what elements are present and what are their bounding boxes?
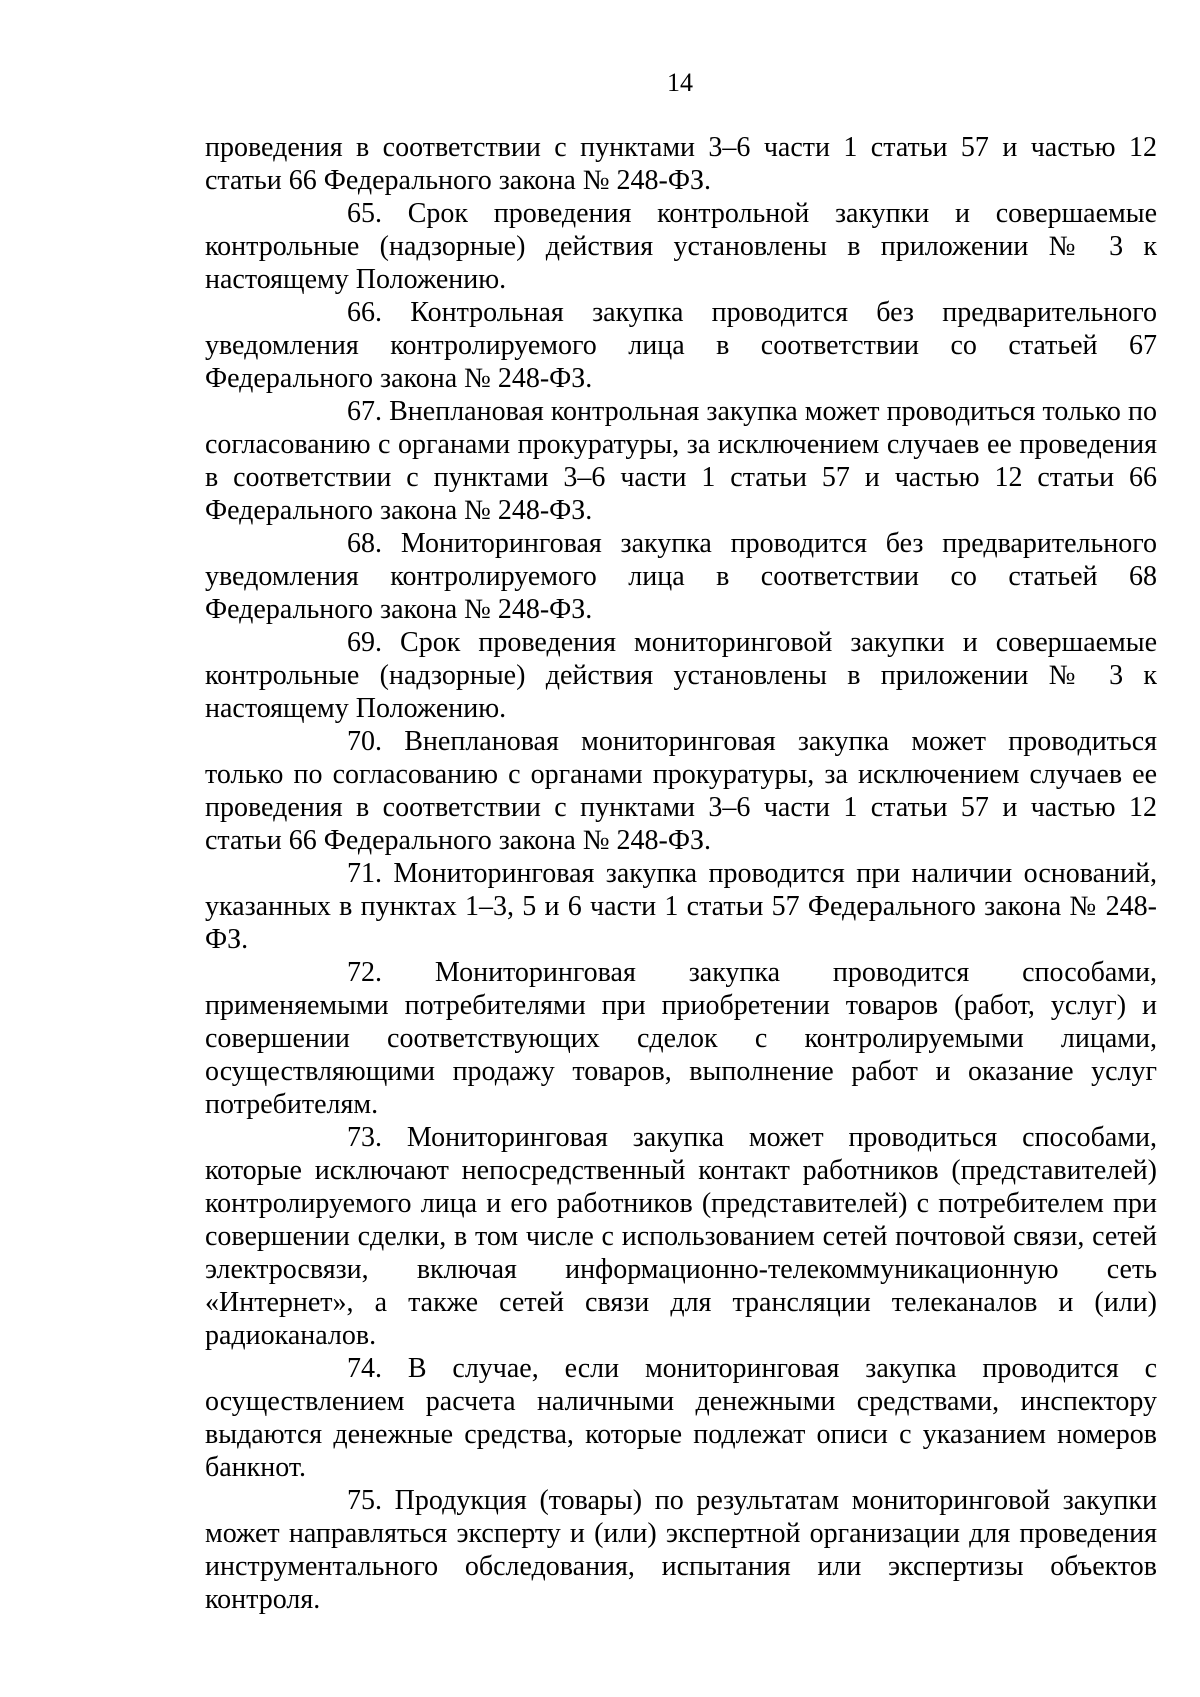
paragraph-text: Мониторинговая закупка проводится способами, применяемыми потребителями при приобретении товаров (работ, услуг) и совершении соответствующих сделок с контролируемыми лицами, осуществляющими продажу товаров, выполнение работ и оказание услуг потребителям. — [205, 957, 1157, 1120]
paragraph-74 — [205, 1352, 1157, 1484]
paragraph-text: В случае, если мониторинговая закупка проводится с осуществлением расчета наличными денежными средствами, инспектору выдаются денежные средства, которые подлежат описи с указанием номеров банкнот. — [205, 1353, 1158, 1483]
document-body — [205, 131, 1157, 1616]
paragraph-text: Мониторинговая закупка проводится без предварительного уведомления контролируемого лица в соответствии со статьей 68 Федерального закона № 248-ФЗ. — [205, 528, 1158, 625]
paragraph-71 — [205, 857, 1157, 956]
paragraph-number: 70. — [347, 726, 382, 757]
paragraph-number: 65. — [347, 198, 382, 229]
paragraph-text: Мониторинговая закупка проводится при наличии оснований, указанных в пунктах 1–3, 5 и 6 части 1 статьи 57 Федерального закона № 248-ФЗ. — [205, 858, 1158, 955]
paragraph-text: Срок проведения мониторинговой закупки и совершаемые контрольные (надзорные) действия установлены в приложении № 3 к настоящему Положению. — [205, 627, 1158, 724]
paragraph-69 — [205, 626, 1157, 725]
paragraph-text: Контрольная закупка проводится без предварительного уведомления контролируемого лица в соответствии со статьей 67 Федерального закона № 248-ФЗ. — [205, 297, 1158, 394]
page-number: 14 — [667, 68, 693, 97]
paragraph-text: Внеплановая мониторинговая закупка может проводиться только по согласованию с органами прокуратуры, за исключением случаев ее проведения в соответствии с пунктами 3–6 части 1 статьи 57 и частью 12 статьи 66 Федерального закона № 248-ФЗ. — [205, 726, 1157, 856]
paragraph-number: 75. — [347, 1485, 382, 1516]
paragraph-72 — [205, 956, 1157, 1121]
paragraph-66 — [205, 296, 1157, 395]
paragraph-65 — [205, 197, 1157, 296]
paragraph-text: Срок проведения контрольной закупки и совершаемые контрольные (надзорные) действия установлены в приложении № 3 к настоящему Положению. — [205, 198, 1157, 295]
paragraph-number: 73. — [347, 1122, 382, 1153]
paragraph-number: 71. — [347, 858, 382, 889]
paragraph-75 — [205, 1484, 1157, 1616]
paragraph-73 — [205, 1121, 1157, 1352]
paragraph-number: 69. — [347, 627, 382, 658]
paragraph-number: 74. — [347, 1353, 382, 1384]
paragraph-68 — [205, 527, 1157, 626]
paragraph-70 — [205, 725, 1157, 857]
paragraph-text: Продукция (товары) по результатам мониторинговой закупки может направляться эксперту и (или) экспертной организации для проведения инструментального обследования, испытания или экспертизы объектов контроля. — [205, 1485, 1157, 1615]
paragraph-number: 72. — [347, 957, 382, 988]
paragraph-number: 66. — [347, 297, 382, 328]
paragraph-number: 67. — [347, 396, 382, 427]
paragraph-text: Внеплановая контрольная закупка может проводиться только по согласованию с органами прокуратуры, за исключением случаев ее проведения в соответствии с пунктами 3–6 части 1 статьи 57 и частью 12 статьи 66 Федерального закона № 248-ФЗ. — [205, 396, 1157, 526]
paragraph-number: 68. — [347, 528, 382, 559]
paragraph-text: Мониторинговая закупка может проводиться способами, которые исключают непосредственный контакт работников (представителей) контролируемого лица и его работников (представителей) с потребителем при совершении сделки, в том числе с использованием сетей почтовой связи, сетей электросвязи, включая информационно-телекоммуникационную сеть «Интернет», а также сетей связи для трансляции телеканалов и (или) радиоканалов. — [205, 1122, 1158, 1351]
paragraph-67 — [205, 395, 1157, 527]
continuation-paragraph: проведения в соответствии с пунктами 3–6 части 1 статьи 57 и частью 12 статьи 66 Федерального закона № 248-ФЗ. — [205, 132, 1157, 196]
